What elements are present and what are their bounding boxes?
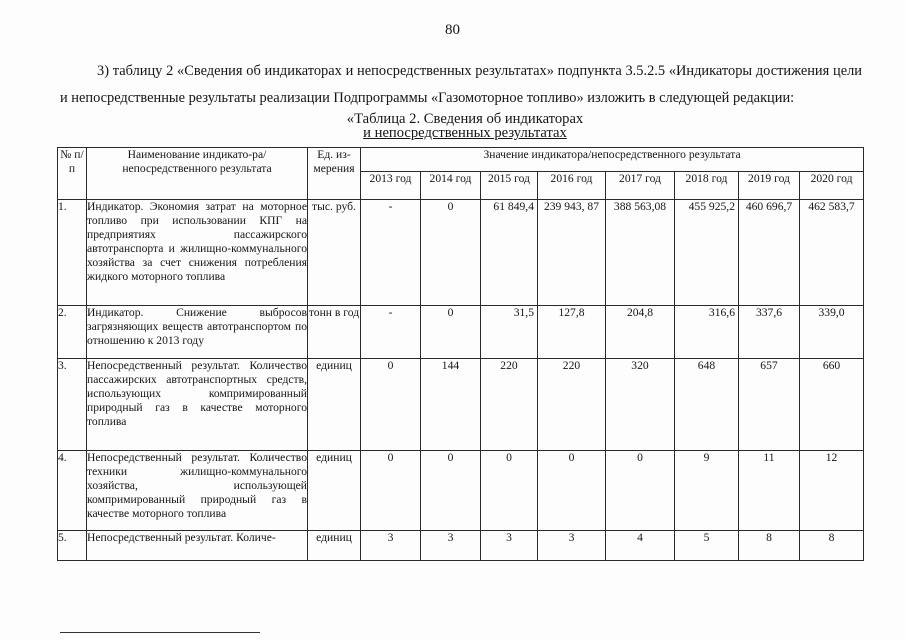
row-value: -	[361, 306, 421, 359]
row-value: 337,6	[739, 306, 800, 359]
row-value: 316,6	[675, 306, 739, 359]
table-header-row	[58, 148, 864, 172]
row-value: 0	[421, 200, 481, 306]
table-caption-line-2: и непосредственных результатах	[363, 125, 567, 141]
header-year: 2018 год	[675, 172, 739, 200]
header-year: 2013 год	[361, 172, 421, 200]
row-value: 462 583,7	[800, 200, 864, 306]
row-name: Индикатор. Снижение выбросов загрязняющих веществ автотранспортом по отношению к 2013 году	[87, 306, 308, 359]
row-value: 3	[421, 531, 481, 561]
row-unit: единиц	[308, 359, 361, 451]
row-value: 61 849,4	[481, 200, 538, 306]
row-value: 660	[800, 359, 864, 451]
header-values: Значение индикатора/непосредственного результата	[361, 148, 864, 172]
table-caption-line-1: «Таблица 2. Сведения об индикаторах	[346, 111, 584, 127]
row-unit: тыс. руб.	[308, 200, 361, 306]
row-name: Непосредственный результат. Количество техники жилищно-коммунального хозяйства, использующей компримированный природный газ в качестве моторного топлива	[87, 451, 308, 531]
row-name: Непосредственный результат. Количе-	[87, 531, 308, 561]
row-unit: единиц	[308, 451, 361, 531]
row-name: Индикатор. Экономия затрат на моторное топливо при использовании КПГ на предприятиях пассажирского автотранспорта и жилищно-коммунального хозяйства за счет снижения потребления жидкого моторного топлива	[87, 200, 308, 306]
row-value: -	[361, 200, 421, 306]
header-number: № п/п	[58, 148, 87, 200]
row-value: 31,5	[481, 306, 538, 359]
row-value: 648	[675, 359, 739, 451]
row-value: 239 943, 87	[538, 200, 606, 306]
row-value: 12	[800, 451, 864, 531]
row-value: 5	[675, 531, 739, 561]
row-value: 388 563,08	[606, 200, 675, 306]
row-unit: единиц	[308, 531, 361, 561]
row-value: 0	[361, 359, 421, 451]
row-value: 0	[361, 451, 421, 531]
row-value: 0	[421, 451, 481, 531]
row-value: 455 925,2	[675, 200, 739, 306]
header-name: Наименование индикато-ра/непосредственного результата	[87, 148, 308, 200]
row-value: 144	[421, 359, 481, 451]
intro-paragraph: 3) таблицу 2 «Сведения об индикаторах и непосредственных результатах» подпункта 3.5.2.5 «Индикаторы достижения цели и непосредственные результаты реализации Подпрограммы «Газомоторное топливо» изложить в следующей редакции:	[60, 63, 862, 106]
row-unit: тонн в год	[308, 306, 361, 359]
row-value: 4	[606, 531, 675, 561]
row-value: 0	[538, 451, 606, 531]
row-number: 2.	[58, 306, 87, 359]
header-year: 2020 год	[800, 172, 864, 200]
row-value: 657	[739, 359, 800, 451]
header-year: 2019 год	[739, 172, 800, 200]
row-value: 339,0	[800, 306, 864, 359]
row-value: 127,8	[538, 306, 606, 359]
header-year: 2017 год	[606, 172, 675, 200]
row-number: 5.	[58, 531, 87, 561]
row-value: 3	[481, 531, 538, 561]
header-unit: Ед. из-мерения	[308, 148, 361, 200]
table-row	[58, 306, 864, 359]
row-value: 11	[739, 451, 800, 531]
table-row	[58, 451, 864, 531]
row-value: 8	[739, 531, 800, 561]
row-value: 320	[606, 359, 675, 451]
row-value: 220	[481, 359, 538, 451]
footnote-divider	[60, 632, 260, 633]
row-value: 3	[538, 531, 606, 561]
table-row	[58, 359, 864, 451]
row-value: 9	[675, 451, 739, 531]
header-year: 2015 год	[481, 172, 538, 200]
table-row	[58, 200, 864, 306]
indicators-table	[57, 147, 864, 561]
row-value: 460 696,7	[739, 200, 800, 306]
table-caption	[305, 112, 625, 140]
row-name: Непосредственный результат. Количество пассажирских автотранспортных средств, использующих компримированный природный газ в качестве моторного топлива	[87, 359, 308, 451]
row-value: 8	[800, 531, 864, 561]
row-value: 220	[538, 359, 606, 451]
row-value: 3	[361, 531, 421, 561]
page-number: 80	[445, 22, 460, 38]
row-value: 204,8	[606, 306, 675, 359]
row-number: 3.	[58, 359, 87, 451]
row-number: 4.	[58, 451, 87, 531]
row-number: 1.	[58, 200, 87, 306]
header-year: 2016 год	[538, 172, 606, 200]
row-value: 0	[421, 306, 481, 359]
row-value: 0	[606, 451, 675, 531]
row-value: 0	[481, 451, 538, 531]
table-row	[58, 531, 864, 561]
header-year: 2014 год	[421, 172, 481, 200]
